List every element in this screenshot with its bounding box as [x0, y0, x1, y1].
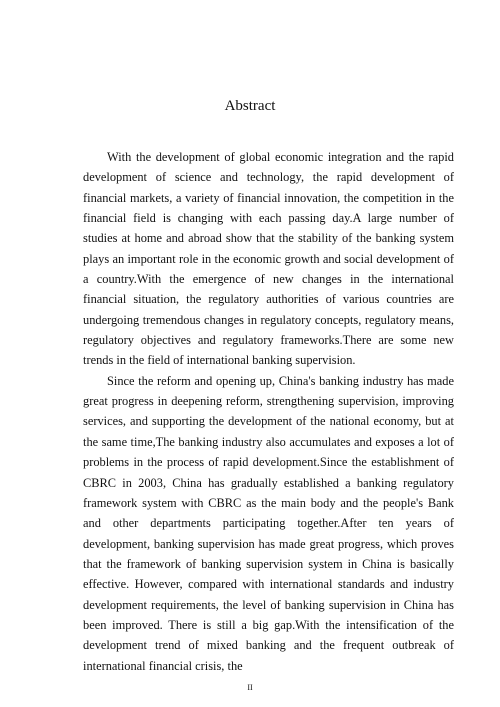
abstract-title: Abstract: [224, 98, 276, 114]
paragraph-2: Since the reform and opening up, China's banking industry has made great progress in deepening reform, strengthening supervision, improving services, and supporting the development of the national economy, but at the same time,The banking industry also accumulates and exposes a lot of problems in the process of rapid development.Since the establishment of CBRC in 2003, China has gradually established a banking regulatory framework system with CBRC as the main body and the people's Bank and other departments participating together.After ten years of development, banking supervision has made great progress, which proves that the framework of banking supervision system in China is basically effective. However, compared with international standards and industry development requirements, the level of banking supervision in China has been improved. There is still a big gap.With the intensification of the development trend of mixed banking and the frequent outbreak of international financial crisis, the: [83, 373, 454, 673]
abstract-body: [83, 147, 454, 676]
paragraph-1: With the development of global economic integration and the rapid development of science and technology, the rapid development of financial markets, a variety of financial innovation, the competition in the financial field is changing with each passing day.A large number of studies at home and abroad show that the stability of the banking system plays an important role in the economic growth and social development of a country.With the emergence of new changes in the international financial situation, the regulatory authorities of various countries are undergoing tremendous changes in regulatory concepts, regulatory means, regulatory objectives and regulatory frameworks.There are some new trends in the field of international banking supervision.: [83, 150, 454, 368]
page-number: II: [247, 683, 253, 692]
